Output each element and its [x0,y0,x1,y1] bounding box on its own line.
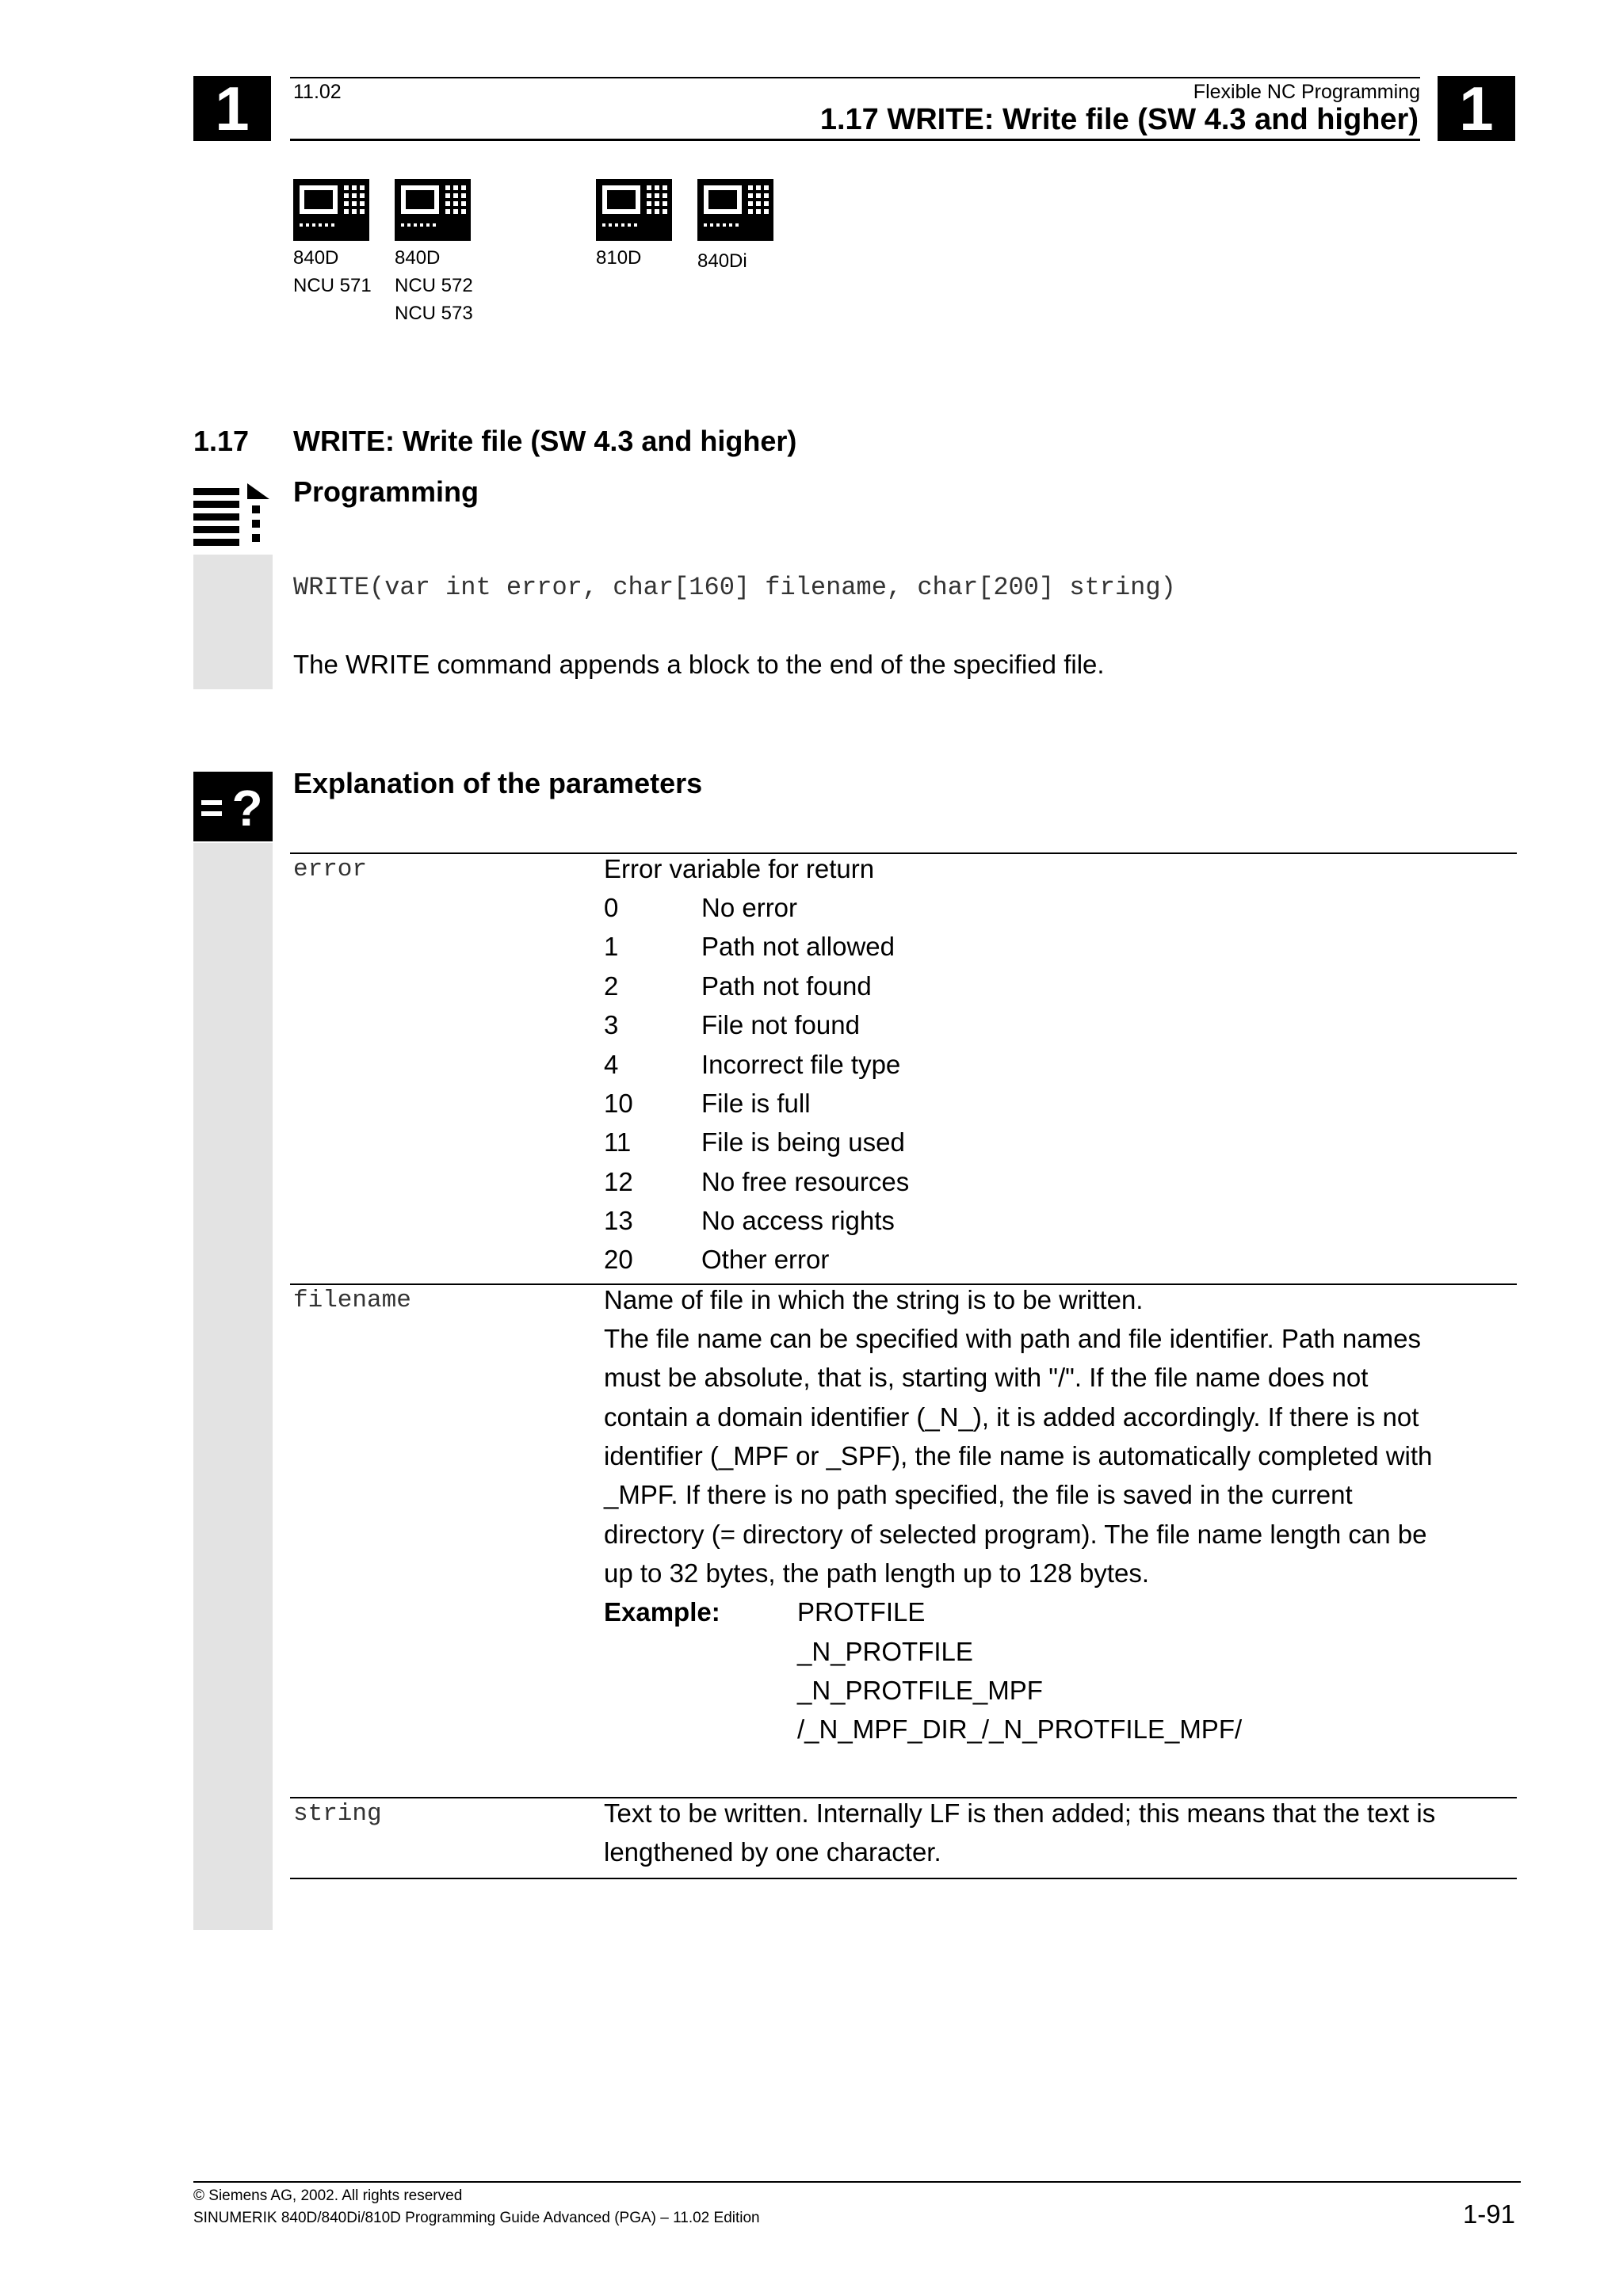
section-title: WRITE: Write file (SW 4.3 and higher) [293,425,797,457]
programming-icon [193,480,273,553]
param-error-intro: Error variable for return [604,854,875,883]
error-code: 2 [604,971,619,1001]
control-label [293,244,372,299]
example-value: PROTFILE [797,1597,926,1627]
section-number: 1.17 [193,425,250,457]
header-bottom-rule [290,139,1420,141]
margin-bar [193,843,273,1930]
error-text: No error [701,893,798,922]
error-text: Incorrect file type [701,1050,901,1079]
header-date: 11.02 [293,81,342,103]
page-number: 1-91 [1462,2199,1515,2229]
margin-bar [193,555,273,689]
table-rule [290,1878,1517,1879]
error-code: 4 [604,1050,619,1079]
footer-copyright: © Siemens AG, 2002. All rights reserved [193,2187,463,2204]
param-string-line1: Text to be written. Internally LF is then added; this means that the text is [604,1798,1436,1828]
error-text: File is full [701,1089,811,1118]
example-value: /_N_MPF_DIR_/_N_PROTFILE_MPF/ [797,1714,1243,1744]
param-string-name: string [293,1800,382,1828]
svg-text:?: ? [231,780,263,837]
control-label-line: 840Di [697,250,747,272]
error-code: 3 [604,1010,619,1039]
example-label: Example: [604,1597,720,1627]
control-label-line: 840D [395,247,441,269]
param-filename-text: up to 32 bytes, the path length up to 128 bytes. [604,1558,1150,1588]
error-text: No access rights [701,1206,895,1235]
error-code: 11 [604,1127,632,1157]
header-section-title: 1.17 WRITE: Write file (SW 4.3 and higher) [819,103,1419,136]
control-label [697,247,747,275]
error-text: Path not found [701,971,872,1001]
syntax-line: WRITE(var int error, char[160] filename, char[200] string) [293,573,1176,602]
param-filename-text: contain a domain identifier (_N_), it is added accordingly. If there is not [604,1402,1419,1432]
param-filename-line1: Name of file in which the string is to be written. [604,1285,1144,1314]
error-code: 20 [604,1245,633,1274]
error-text: File is being used [701,1127,905,1157]
param-filename-text: directory (= directory of selected program). The file name length can be [604,1520,1427,1549]
error-text: No free resources [701,1167,910,1196]
error-code: 13 [604,1206,633,1235]
param-error-name: error [293,856,368,883]
param-filename-text: _MPF. If there is no path specified, the file is saved in the current [604,1480,1353,1509]
control-label-line: 810D [596,247,642,269]
error-code: 12 [604,1167,633,1196]
param-string-line2: lengthened by one character. [604,1837,941,1867]
explanation-heading: Explanation of the parameters [293,767,703,799]
chapter-marker-left: 1 [193,76,271,141]
header-section-name: Flexible NC Programming [1193,81,1420,103]
error-text: Other error [701,1245,830,1274]
footer-document: SINUMERIK 840D/840Di/810D Programming Guide Advanced (PGA) – 11.02 Edition [193,2210,760,2226]
control-unit-icon [697,179,773,241]
control-label-line: NCU 573 [395,303,473,324]
error-text: Path not allowed [701,932,896,961]
footer-rule [193,2181,1521,2183]
control-unit-icon [293,179,369,241]
example-value: _N_PROTFILE [797,1637,973,1666]
example-value: _N_PROTFILE_MPF [797,1676,1043,1705]
table-rule [290,852,1517,854]
error-code: 10 [604,1089,633,1118]
chapter-marker-right: 1 [1438,76,1515,141]
explanation-icon [193,772,273,841]
param-filename-text: identifier (_MPF or _SPF), the file name is automatically completed with [604,1441,1433,1470]
error-text: File not found [701,1010,860,1039]
control-unit-icon [395,179,471,241]
param-filename-text: must be absolute, that is, starting with "/". If the file name does not [604,1363,1369,1392]
control-label [596,244,641,272]
error-code: 0 [604,893,619,922]
param-filename-text: The file name can be specified with path and file identifier. Path names [604,1324,1421,1353]
error-code: 1 [604,932,619,961]
control-label-line: 840D [293,247,339,269]
control-label [395,244,473,327]
control-label-line: NCU 571 [293,275,372,296]
programming-description: The WRITE command appends a block to the end of the specified file. [293,650,1105,679]
control-label-line: NCU 572 [395,275,473,296]
header-top-rule [290,77,1420,78]
param-filename-name: filename [293,1287,411,1314]
control-unit-icon [596,179,672,241]
programming-heading: Programming [293,475,479,508]
